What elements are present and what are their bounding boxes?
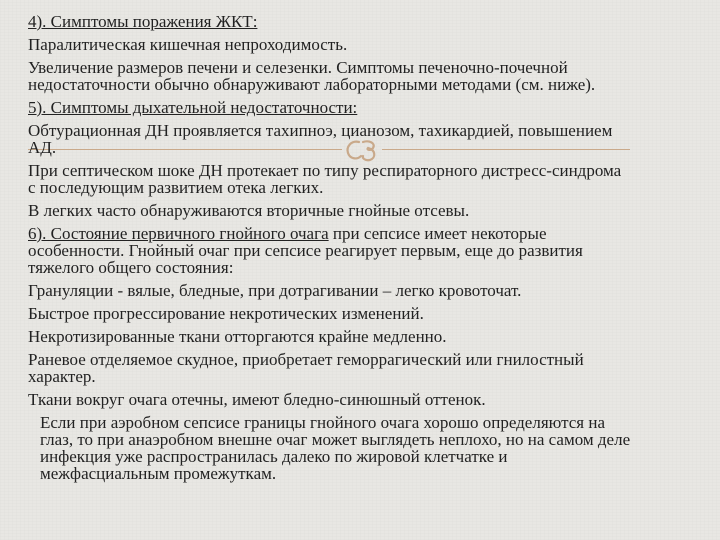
paragraph-primary-focus — [28, 225, 708, 276]
slide-body — [28, 13, 708, 488]
paragraph-necrosis-progression: Быстрое прогрессирование некротических изменений. — [28, 304, 424, 323]
paragraph-wound-discharge: Раневое отделяемое скудное, приобретает геморрагический или гнилостный характер. — [28, 350, 584, 386]
paragraph-ileus: Паралитическая кишечная непроходимость. — [28, 35, 348, 54]
section-heading-gi: 4). Симптомы поражения ЖКТ: — [28, 12, 258, 31]
section-heading-respiratory: 5). Симптомы дыхательной недостаточности: — [28, 98, 358, 117]
paragraph-granulations: Грануляции - вялые, бледные, при дотрагивании – легко кровоточат. — [28, 281, 522, 300]
paragraph-anaerobic-sepsis: Если при аэробном сепсисе границы гнойного очага хорошо определяются на глаз, то при анаэробном внешне очаг может выглядеть неплохо, но на самом деле инфекция уже распространилась далеко по жировой клетчатке и межфасциальным промежуткам. — [40, 413, 631, 483]
paragraph-lung-foci: В легких часто обнаруживаются вторичные гнойные отсевы. — [28, 201, 470, 220]
section-heading-primary-focus: 6). Состояние первичного гнойного очага — [28, 224, 329, 243]
paragraph-liver-spleen: Увеличение размеров печени и селезенки. Симптомы печеночно-почечной недостаточности обычно обнаруживают лабораторными методами (см. ниже). — [28, 58, 596, 94]
primary-focus-text: при сепсисе имеет некоторые особенности. Гнойный очаг при сепсисе реагирует первым, еще до развития тяжелого общего состояния: — [28, 224, 583, 277]
paragraph-obstructive-dn: Обтурационная ДН проявляется тахипноэ, цианозом, тахикардией, повышением АД. — [28, 121, 613, 157]
paragraph-necrotic-tissue: Некротизированные ткани отторгаются крайне медленно. — [28, 327, 447, 346]
paragraph-septic-shock: При септическом шоке ДН протекает по типу респираторного дистресс-синдрома с последующим развитием отека легких. — [28, 161, 622, 197]
paragraph-tissue-edema: Ткани вокруг очага отечны, имеют бледно-синюшный оттенок. — [28, 390, 486, 409]
